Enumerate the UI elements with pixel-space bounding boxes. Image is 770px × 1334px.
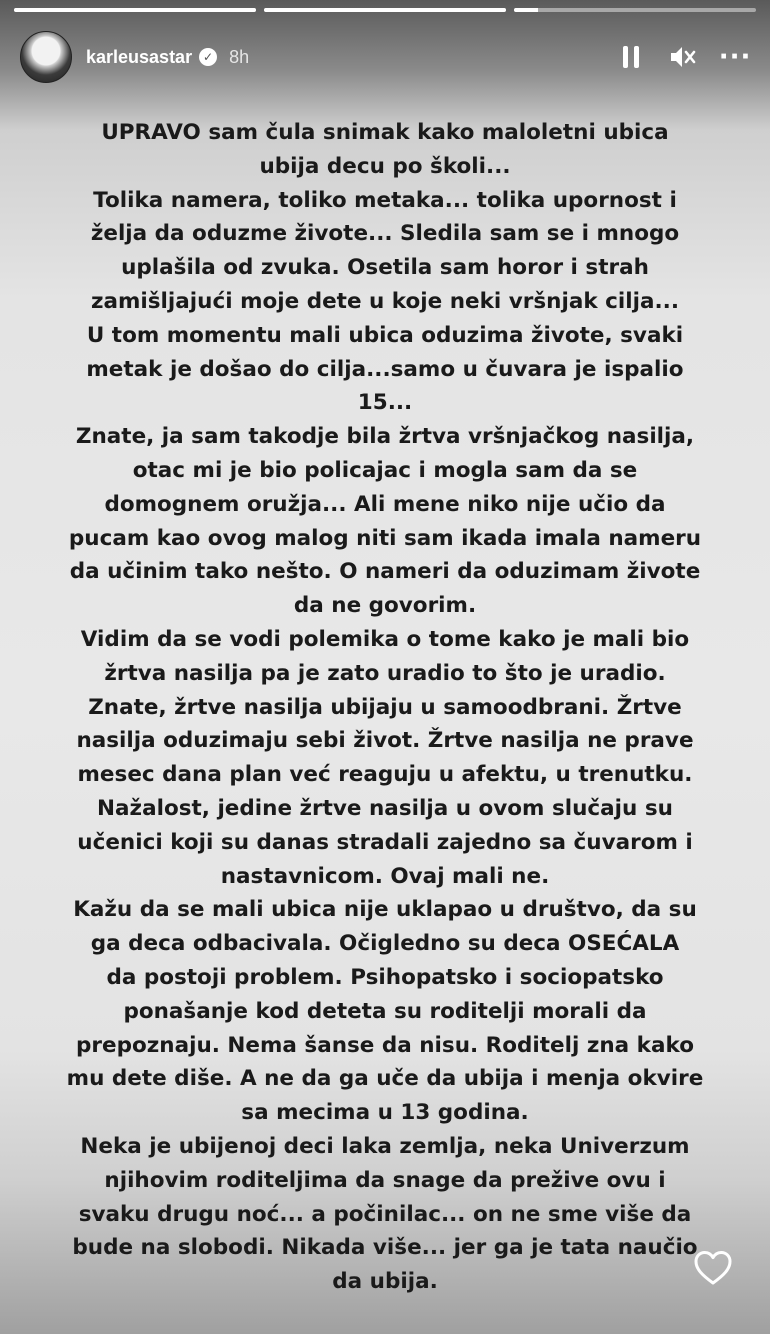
progress-segment [264,8,506,12]
story-text-line: da ubija. [332,1269,438,1295]
story-header [20,30,750,84]
verified-badge-icon: ✓ [199,48,217,66]
story-text-line: mesec dana plan već reaguju u afektu, u trenutku. [77,762,693,788]
story-text-line: Neka je ubijenoj deci laka zemlja, neka Univerzum [80,1133,690,1159]
story-text-line: metak je došao do cilja...samo u čuvara je ispalio [86,356,684,382]
story-text-line: sa mecima u 13 godina. [241,1100,529,1126]
story-text-line: domognem oružja... Ali mene niko nije učio da [104,491,666,517]
story-text-line: njihovim roditeljima da snage da prežive ovu i [104,1167,666,1193]
story-text-line: 15... [357,390,413,416]
story-text-line: nastavnicom. Ovaj mali ne. [220,863,550,889]
heart-icon[interactable] [694,1250,732,1286]
more-options-icon: ··· [718,42,752,72]
story-text-line: svaku drugu noć... a počinilac... on ne sme više da [78,1201,692,1227]
post-time: 8h [229,46,250,67]
more-options-button[interactable] [720,42,750,72]
progress-segment [514,8,756,12]
pause-button[interactable] [616,42,646,72]
pause-icon [620,46,642,68]
story-text-line: mu dete diše. A ne da ga uče da ubija i menja okvire [66,1066,704,1092]
story-text-line: želja da oduzme živote... Sledila sam se i mnogo [90,221,680,247]
speaker-muted-icon [669,44,697,70]
story-text-line: ponašanje kod deteta su roditelji morali da [123,998,647,1024]
username[interactable]: karleusastar [86,46,193,67]
story-text-line: ubija decu po školi... [259,153,511,179]
story-text-line: pucam kao ovog malog niti sam ikada imala nameru [68,525,702,551]
story-text-line: Kažu da se mali ubica nije uklapao u društvo, da su [73,897,697,923]
story-text-line: da postoji problem. Psihopatsko i sociopatsko [106,964,664,990]
story-text-line: UPRAVO sam čula snimak kako maloletni ubica [101,120,669,145]
story-text-line: U tom momentu mali ubica oduzima živote, svaki [86,322,684,348]
story-text-line: otac mi je bio policajac i mogla sam da se [132,457,638,483]
story-text-line: prepoznaju. Nema šanse da nisu. Roditelj zna kako [76,1032,694,1058]
story-text-line: žrtva nasilja pa je zato uradio to što je uradio. [104,660,666,686]
story-text-line: učenici koji su danas stradali zajedno sa čuvarom i [77,829,693,855]
avatar[interactable] [20,31,72,83]
story-text-line: Znate, ja sam takodje bila žrtva vršnjačkog nasilja, [75,424,695,450]
story-text-line: nasilja oduzimaju sebi život. Žrtve nasilja ne prave [76,728,694,754]
story-text-line: bude na slobodi. Nikada više... jer ga je tata naučio [72,1235,698,1261]
story-text-line: Nažalost, jedine žrtve nasilja u ovom slučaju su [97,795,673,821]
story-text-line: zamišljajući moje dete u koje neki vršnjak cilja... [90,288,680,314]
progress-segment [14,8,256,12]
story-text-line: Vidim da se vodi polemika o tome kako je mali bio [80,626,690,652]
progress-fill [514,8,538,12]
story-text-line: ga deca odbacivala. Očigledno su deca OSEĆALA [90,931,680,957]
story-text-line: da učinim tako nešto. O nameri da oduzimam živote [69,559,701,585]
story-text-line: da ne govorim. [293,593,477,619]
story-text-line: Znate, žrtve nasilja ubijaju u samoodbrani. Žrtve [88,694,682,720]
story-controls [616,42,750,72]
story-text-line: Tolika namera, toliko metaka... tolika upornost i [93,187,677,213]
story-text [40,116,730,1299]
story-progress-bar [14,8,756,12]
progress-fill [264,8,506,12]
mute-button[interactable] [668,42,698,72]
story-text-line: uplašila od zvuka. Osetila sam horor i strah [121,255,649,281]
progress-fill [14,8,256,12]
